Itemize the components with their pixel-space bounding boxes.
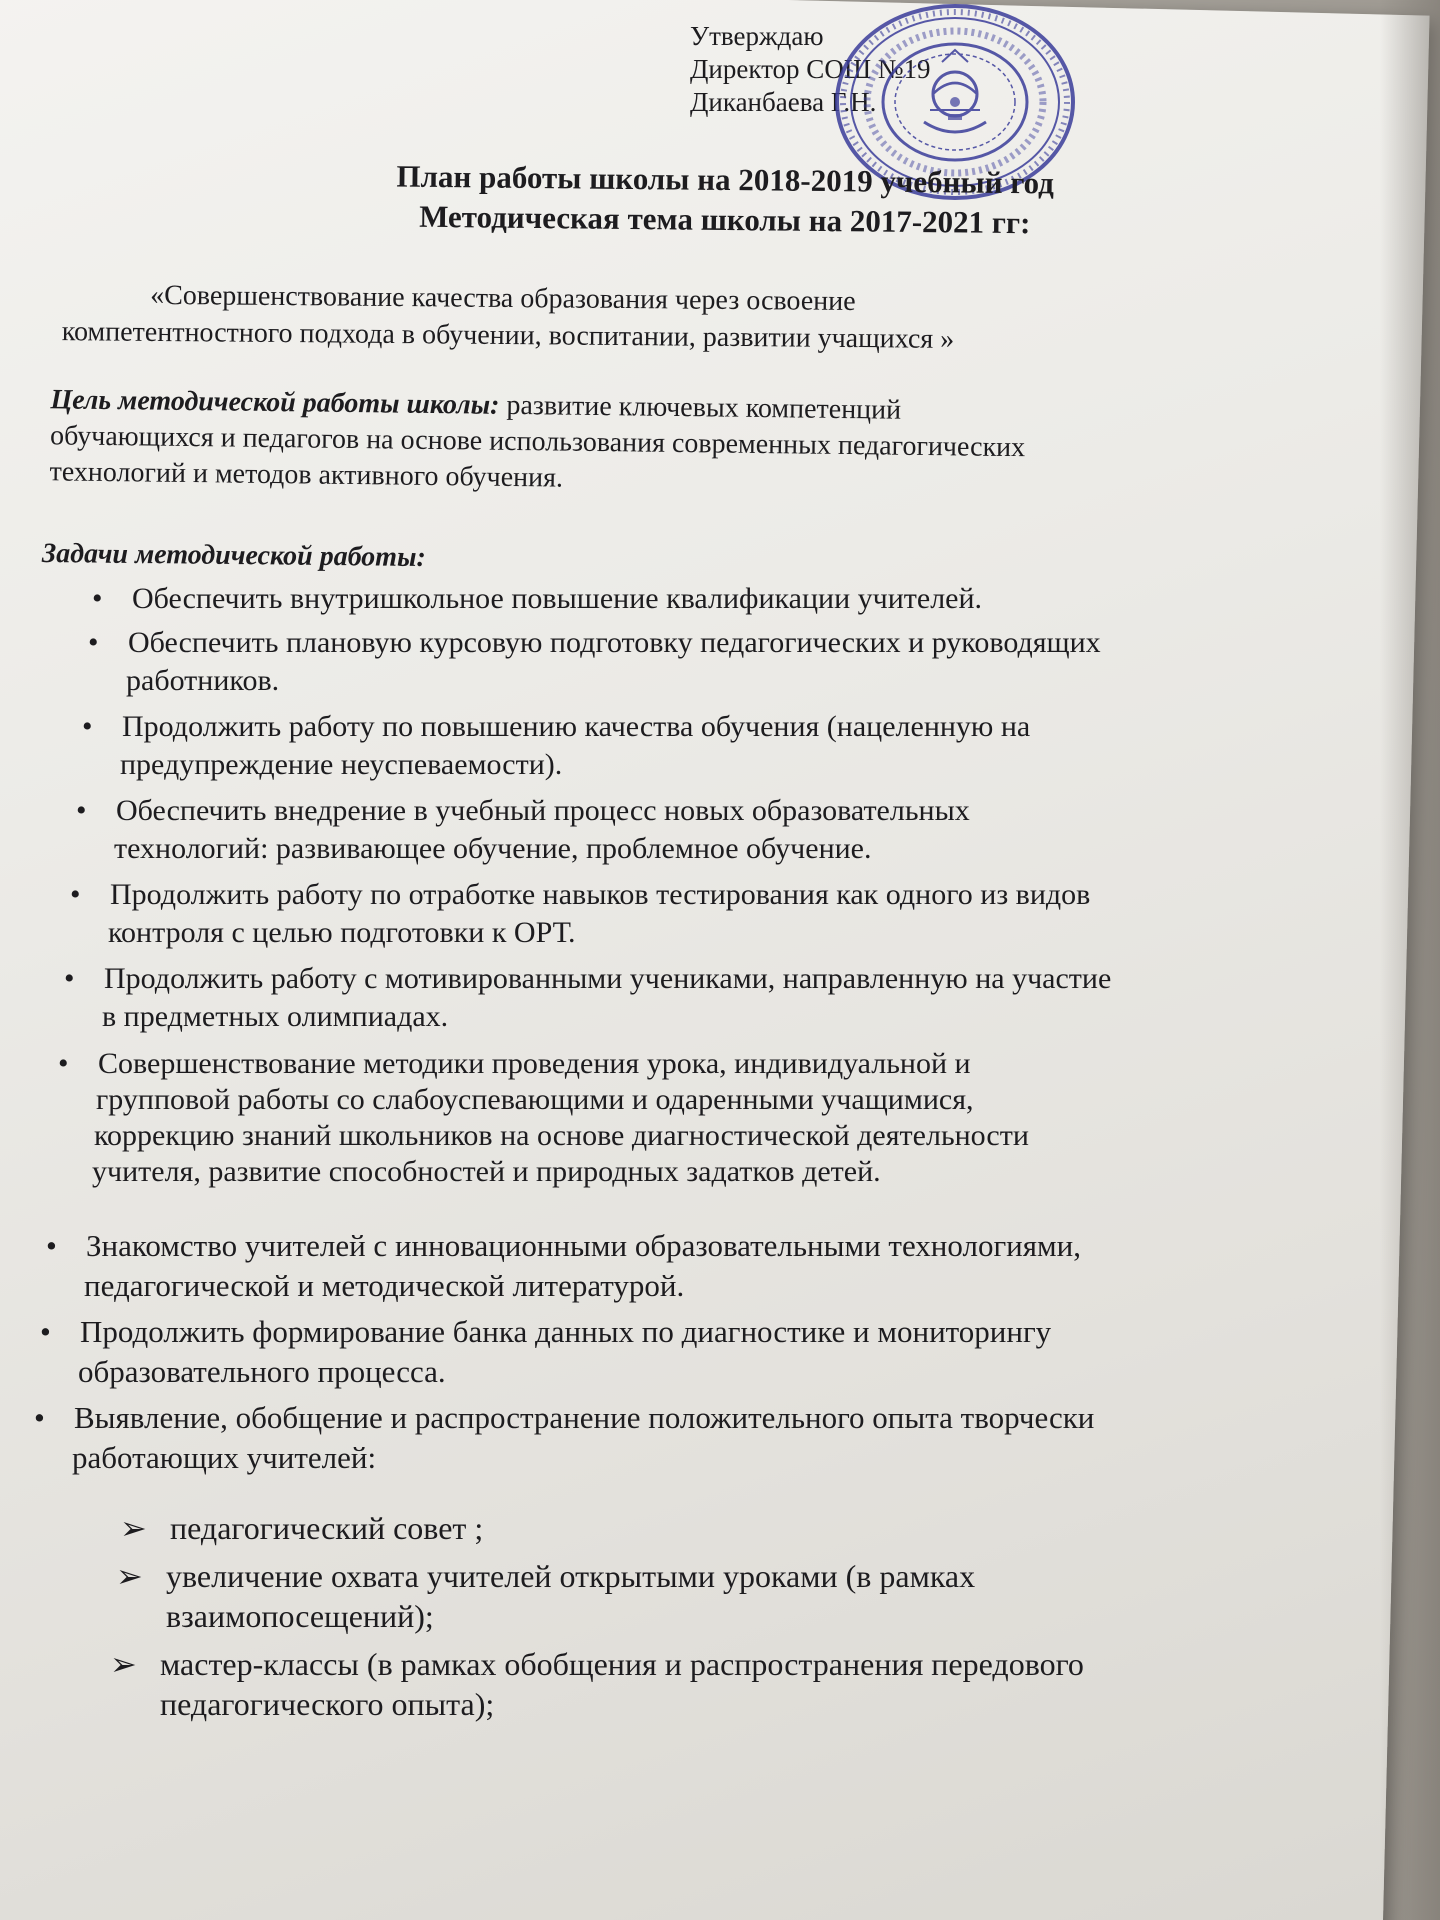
task-line: в предметных олимпиадах. [102, 1000, 449, 1033]
goal-line-1: развитие ключевых компетенций [499, 389, 902, 426]
title-line-2: Методическая тема школы на 2017-2021 гг: [419, 198, 1031, 241]
task-line: Обеспечить плановую курсовую подготовку педагогических и руководящих [128, 626, 1101, 659]
bullet-icon: • [58, 1047, 69, 1080]
approval-line-1: Утверждаю [690, 21, 824, 51]
task-item [82, 708, 1031, 784]
goal-paragraph [49, 382, 1310, 505]
title-line-1: План работы школы на 2018-2019 учебный год [396, 158, 1055, 201]
task-item [34, 1398, 1095, 1478]
task-line: работников. [126, 664, 280, 697]
goal-line-2: обучающихся и педагогов на основе использования современных педагогических [49, 420, 1026, 464]
sub-item [110, 1644, 1084, 1724]
sub-item-line: увеличение охвата учителей открытыми уроками (в рамках [166, 1558, 976, 1594]
bullet-icon: • [92, 582, 103, 615]
sub-item-line: педагогического опыта); [160, 1686, 495, 1722]
task-line: Продолжить работу по отработке навыков тестирования как одного из видов [110, 878, 1091, 911]
task-line: Обеспечить внутришкольное повышение квалификации учителей. [132, 582, 983, 615]
task-item [88, 624, 1101, 700]
sub-item-line: взаимопосещений); [166, 1598, 434, 1634]
task-line: учителя, развитие способностей и природных задатков детей. [92, 1155, 881, 1188]
task-item [92, 580, 983, 618]
task-line: групповой работы со слабоуспевающими и одаренными учащимися, [96, 1083, 974, 1116]
bullet-icon: • [70, 878, 81, 911]
task-item [64, 960, 1112, 1036]
goal-line-3: технологий и методов активного обучения. [49, 456, 564, 494]
task-line: Выявление, обобщение и распространение положительного опыта творчески [74, 1400, 1095, 1435]
task-line: работающих учителей: [72, 1440, 377, 1475]
task-line: Знакомство учителей с инновационными образовательными технологиями, [86, 1228, 1081, 1263]
arrow-bullet-icon: ➢ [110, 1646, 137, 1682]
bullet-icon: • [88, 626, 99, 659]
goal-label: Цель методической работы школы: [50, 384, 500, 421]
arrow-bullet-icon: ➢ [116, 1558, 143, 1594]
sub-item-line: мастер-классы (в рамках обобщения и распространения передового [160, 1646, 1084, 1682]
task-line: Продолжить работу по повышению качества обучения (нацеленную на [122, 710, 1031, 743]
approval-line-2: Директор СОШ №19 [690, 54, 931, 84]
bullet-icon: • [82, 710, 93, 743]
task-line: Совершенствование методики проведения урока, индивидуальной и [98, 1047, 971, 1080]
tasks-heading: Задачи методической работы: [41, 537, 426, 574]
task-line: контроля с целью подготовки к ОРТ. [108, 916, 576, 949]
task-line: Обеспечить внедрение в учебный процесс новых образовательных [116, 794, 970, 827]
sub-item-line: педагогический совет ; [170, 1510, 484, 1546]
task-line: образовательного процесса. [78, 1354, 446, 1389]
arrow-bullet-icon: ➢ [120, 1510, 147, 1546]
task-item [76, 792, 970, 868]
task-line: технологий: развивающее обучение, проблемное обучение. [114, 832, 872, 865]
bullet-icon: • [46, 1228, 57, 1263]
bullet-icon: • [34, 1400, 45, 1435]
bullet-icon: • [40, 1314, 51, 1349]
task-item [70, 876, 1091, 952]
methodical-theme [62, 276, 955, 358]
task-line: Продолжить работу с мотивированными учениками, направленную на участие [104, 962, 1112, 995]
bullet-icon: • [76, 794, 87, 827]
theme-line-1: «Совершенствование качества образования через освоение [150, 279, 856, 318]
task-item [46, 1226, 1081, 1306]
document-title [150, 154, 1301, 246]
task-line: Продолжить формирование банка данных по диагностике и мониторингу [80, 1314, 1052, 1349]
task-line: предупреждение неуспеваемости). [120, 748, 563, 781]
task-line: коррекцию знаний школьников на основе диагностической деятельности [94, 1119, 1029, 1152]
sub-item [120, 1508, 484, 1548]
theme-line-2: компетентностного подхода в обучении, воспитании, развитии учащихся » [61, 316, 955, 355]
task-line: педагогической и методической литературой. [84, 1268, 685, 1303]
task-item [40, 1312, 1052, 1392]
sub-item [116, 1556, 976, 1636]
approval-line-3: Диканбаева Г.Н. [690, 87, 877, 117]
bullet-icon: • [64, 962, 75, 995]
task-item [58, 1046, 1029, 1190]
